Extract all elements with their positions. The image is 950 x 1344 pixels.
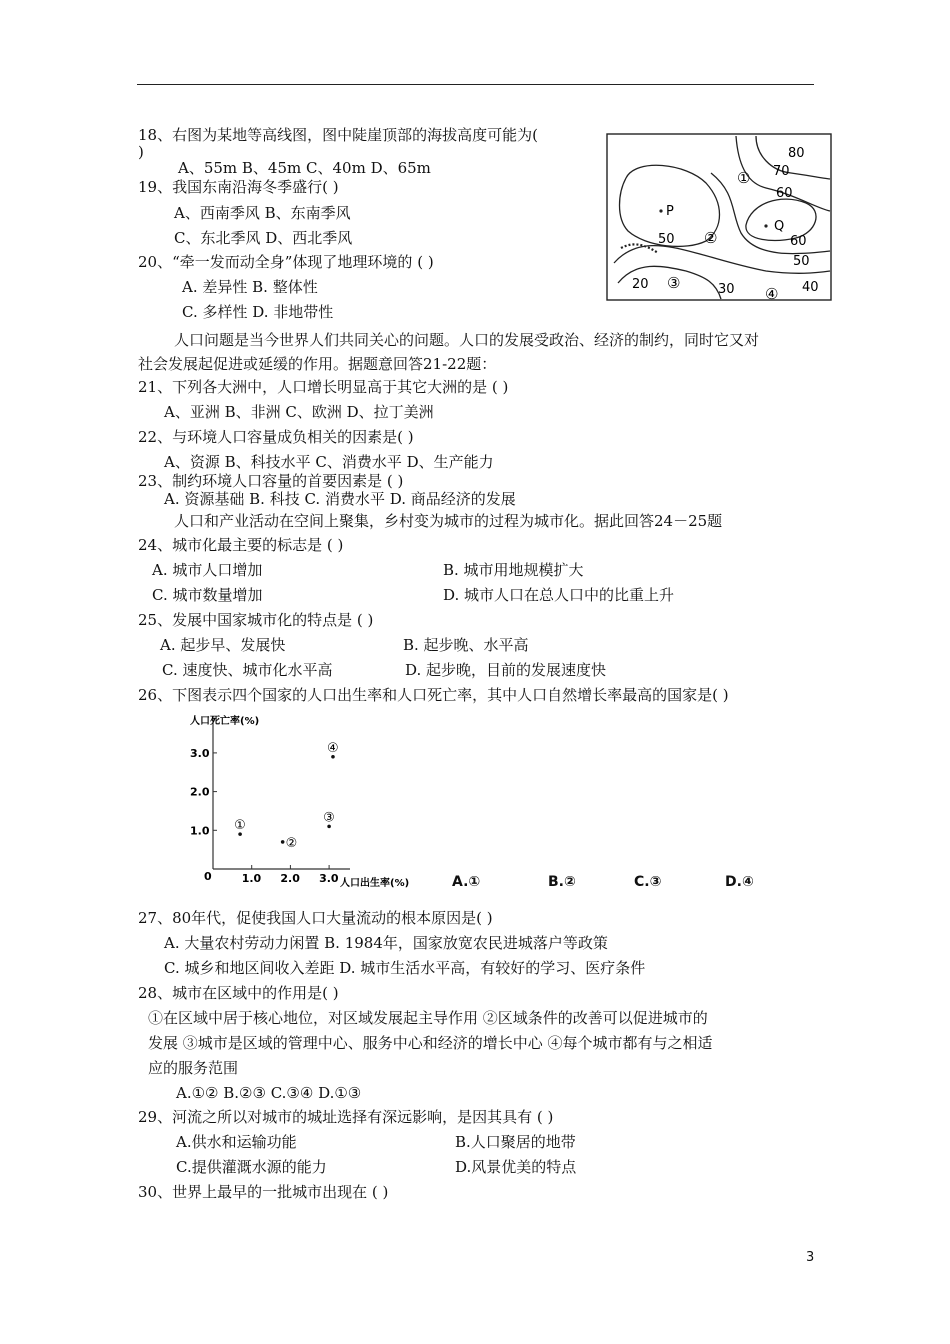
marker-3: ③ xyxy=(667,274,681,292)
point-q: Q xyxy=(774,219,785,234)
data-point-label-3: ③ xyxy=(323,810,335,826)
q19-text: 19、我国东南沿海冬季盛行( ) xyxy=(138,178,339,196)
q29-option-b: B.人口聚居的地带 xyxy=(455,1133,576,1151)
q24-option-a: A. 城市人口增加 xyxy=(152,561,263,579)
q18-text: 18、右图为某地等高线图，图中陡崖顶部的海拔高度可能为( xyxy=(138,126,538,144)
q21-text: 21、下列各大洲中，人口增长明显高于其它大洲的是 ( ) xyxy=(138,378,509,396)
q24-text: 24、城市化最主要的标志是 ( ) xyxy=(138,536,344,554)
contour-label-30: 30 xyxy=(718,282,735,297)
q30-text: 30、世界上最早的一批城市出现在 ( ) xyxy=(138,1183,389,1201)
q26-choice-b: B.② xyxy=(548,874,576,890)
contour-map xyxy=(606,133,832,301)
q19-options-ab: A、西南季风 B、东南季风 xyxy=(174,204,351,222)
q26-choice-d: D.④ xyxy=(725,874,754,890)
q27-options-cd: C. 城乡和地区间收入差距 D. 城市生活水平高，有较好的学习、医疗条件 xyxy=(164,959,646,977)
y-tick-label: 1.0 xyxy=(190,824,210,838)
header-rule xyxy=(137,84,814,85)
q25-option-c: C. 速度快、城市化水平高 xyxy=(162,661,333,679)
q26-choice-a: A.① xyxy=(452,874,481,890)
page-number: 3 xyxy=(806,1250,815,1265)
q26-choice-c: C.③ xyxy=(634,874,662,890)
contour-label-80: 80 xyxy=(788,146,805,161)
marker-2: ② xyxy=(704,229,718,247)
q26-text: 26、下图表示四个国家的人口出生率和人口死亡率，其中人口自然增长率最高的国家是( ) xyxy=(138,686,729,704)
point-p: P xyxy=(666,204,674,219)
q28-statement-1: ①在区域中居于核心地位，对区域发展起主导作用 ②区域条件的改善可以促进城市的 xyxy=(148,1009,708,1027)
contour-label-70: 70 xyxy=(773,164,790,179)
q24-option-c: C. 城市数量增加 xyxy=(152,586,263,604)
q25-option-a: A. 起步早、发展快 xyxy=(160,636,286,654)
q28-statement-3: 应的服务范围 xyxy=(148,1059,239,1077)
q18-text-cont: ) xyxy=(138,143,144,161)
intro-24-25: 人口和产业活动在空间上聚集，乡村变为城市的过程为城市化。据此回答24－25题 xyxy=(174,512,723,530)
data-point-label-2: ② xyxy=(285,835,298,851)
q28-statement-2: 发展 ③城市是区域的管理中心、服务中心和经济的增长中心 ④每个城市都有与之相适 xyxy=(148,1034,713,1052)
x-tick-label: 3.0 xyxy=(319,872,339,885)
q22-options: A、资源 B、科技水平 C、消费水平 D、生产能力 xyxy=(164,453,494,471)
y-tick-label: 2.0 xyxy=(190,785,210,799)
q25-text: 25、发展中国家城市化的特点是 ( ) xyxy=(138,611,374,629)
q20-options-ab: A. 差异性 B. 整体性 xyxy=(182,278,318,296)
intro-21-22-line1: 人口问题是当今世界人们共同关心的问题。人口的发展受政治、经济的制约，同时它又对 xyxy=(174,331,760,349)
q18-options: A、55m B、45m C、40m D、65m xyxy=(178,159,431,177)
q27-options-ab: A. 大量农村劳动力闲置 B. 1984年，国家放宽农民进城落户等政策 xyxy=(164,934,608,952)
origin-label: 0 xyxy=(204,870,212,883)
contour-label-20: 20 xyxy=(632,277,649,292)
q25-option-b: B. 起步晚、水平高 xyxy=(403,636,529,654)
q23-text: 23、制约环境人口容量的首要因素是 ( ) xyxy=(138,472,404,490)
x-axis-label: 人口出生率(%) xyxy=(340,878,410,889)
contour-label-60: 60 xyxy=(776,186,793,201)
q20-options-cd: C. 多样性 D. 非地带性 xyxy=(182,303,334,321)
q25-option-d: D. 起步晚，目前的发展速度快 xyxy=(405,661,607,679)
birth-death-rate-chart xyxy=(180,708,440,898)
y-tick-label: 3.0 xyxy=(190,746,210,760)
q24-option-b: B. 城市用地规模扩大 xyxy=(443,561,584,579)
contour-label-60-q: 60 xyxy=(790,234,807,249)
q28-text: 28、城市在区域中的作用是( ) xyxy=(138,984,339,1002)
intro-21-22-line2: 社会发展起促进或延缓的作用。据题意回答21-22题： xyxy=(138,355,497,373)
contour-label-50: 50 xyxy=(658,232,675,247)
q29-option-d: D.风景优美的特点 xyxy=(455,1158,577,1176)
data-point-label-4: ④ xyxy=(326,740,339,756)
contour-label-50-right: 50 xyxy=(793,254,810,269)
marker-1: ① xyxy=(737,169,751,187)
q22-text: 22、与环境人口容量成负相关的因素是( ) xyxy=(138,428,414,446)
q29-text: 29、河流之所以对城市的城址选择有深远影响，是因其具有 ( ) xyxy=(138,1108,554,1126)
q27-text: 27、80年代，促使我国人口大量流动的根本原因是( ) xyxy=(138,909,493,927)
q24-option-d: D. 城市人口在总人口中的比重上升 xyxy=(443,586,675,604)
data-point-2 xyxy=(281,840,285,844)
x-tick-label: 2.0 xyxy=(280,872,300,885)
contour-label-40: 40 xyxy=(802,280,819,295)
marker-4: ④ xyxy=(765,285,779,301)
q29-option-a: A.供水和运输功能 xyxy=(176,1133,297,1151)
q23-options: A. 资源基础 B. 科技 C. 消费水平 D. 商品经济的发展 xyxy=(164,490,516,508)
q19-options-cd: C、东北季风 D、西北季风 xyxy=(174,229,353,247)
q20-text: 20、“牵一发而动全身”体现了地理环境的 ( ) xyxy=(138,253,434,271)
q28-options: A.①② B.②③ C.③④ D.①③ xyxy=(176,1084,362,1102)
y-axis-label: 人口死亡率(%) xyxy=(190,716,260,727)
data-point-label-1: ① xyxy=(234,818,246,834)
q21-options: A、亚洲 B、非洲 C、欧洲 D、拉丁美洲 xyxy=(164,403,434,421)
q29-option-c: C.提供灌溉水源的能力 xyxy=(176,1158,327,1176)
x-tick-label: 1.0 xyxy=(241,872,262,885)
